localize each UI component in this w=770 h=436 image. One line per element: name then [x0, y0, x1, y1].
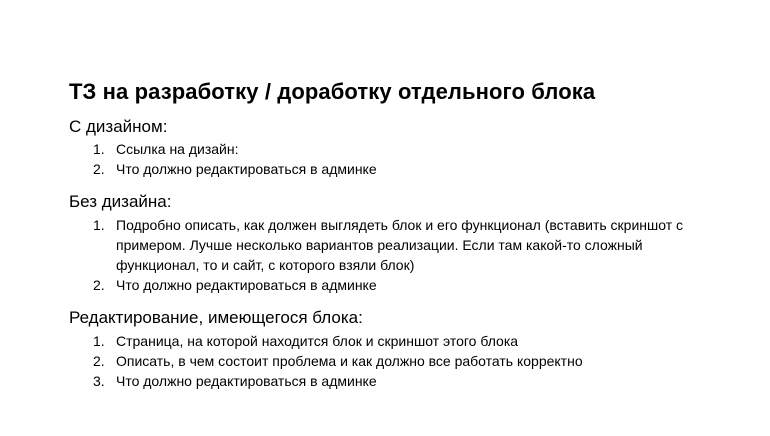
section-heading: Редактирование, имеющегося блока: — [69, 308, 363, 327]
list-item-text: Что должно редактироваться в админке — [116, 373, 377, 389]
list-item-text: Что должно редактироваться в админке — [116, 277, 377, 293]
list-item — [69, 275, 729, 295]
list-item-text: Страница, на которой находится блок и скриншот этого блока — [116, 333, 519, 349]
numbered-list — [69, 215, 729, 295]
list-number: 1. — [93, 333, 105, 349]
list-item — [69, 215, 729, 275]
list-item-text: Ссылка на дизайн: — [116, 141, 239, 157]
list-item-text: Подробно описать, как должен выглядеть блок и его функционал (вставить скриншот с примером. Лучше несколько вариантов реализации. Если там какой-то сложный функционал, то и сайт, с которого взяли блок) — [116, 217, 684, 273]
numbered-list — [69, 331, 729, 391]
list-item — [69, 371, 729, 391]
document-page — [69, 78, 729, 391]
section-heading: Без дизайна: — [69, 192, 172, 211]
section-without-design — [69, 191, 729, 295]
list-item-text: Описать, в чем состоит проблема и как должно все работать корректно — [116, 353, 583, 369]
section-editing-block — [69, 307, 729, 391]
list-item — [69, 139, 729, 159]
document-title: ТЗ на разработку / доработку отдельного блока — [69, 79, 596, 104]
list-item-text: Что должно редактироваться в админке — [116, 161, 377, 177]
list-number: 3. — [93, 373, 105, 389]
list-item — [69, 159, 729, 179]
list-number: 2. — [93, 161, 105, 177]
list-item — [69, 351, 729, 371]
list-number: 2. — [93, 277, 105, 293]
list-item — [69, 331, 729, 351]
list-number: 1. — [93, 141, 105, 157]
section-heading: С дизайном: — [69, 117, 168, 136]
list-number: 1. — [93, 217, 105, 233]
numbered-list — [69, 139, 729, 179]
list-number: 2. — [93, 353, 105, 369]
section-with-design — [69, 116, 729, 179]
